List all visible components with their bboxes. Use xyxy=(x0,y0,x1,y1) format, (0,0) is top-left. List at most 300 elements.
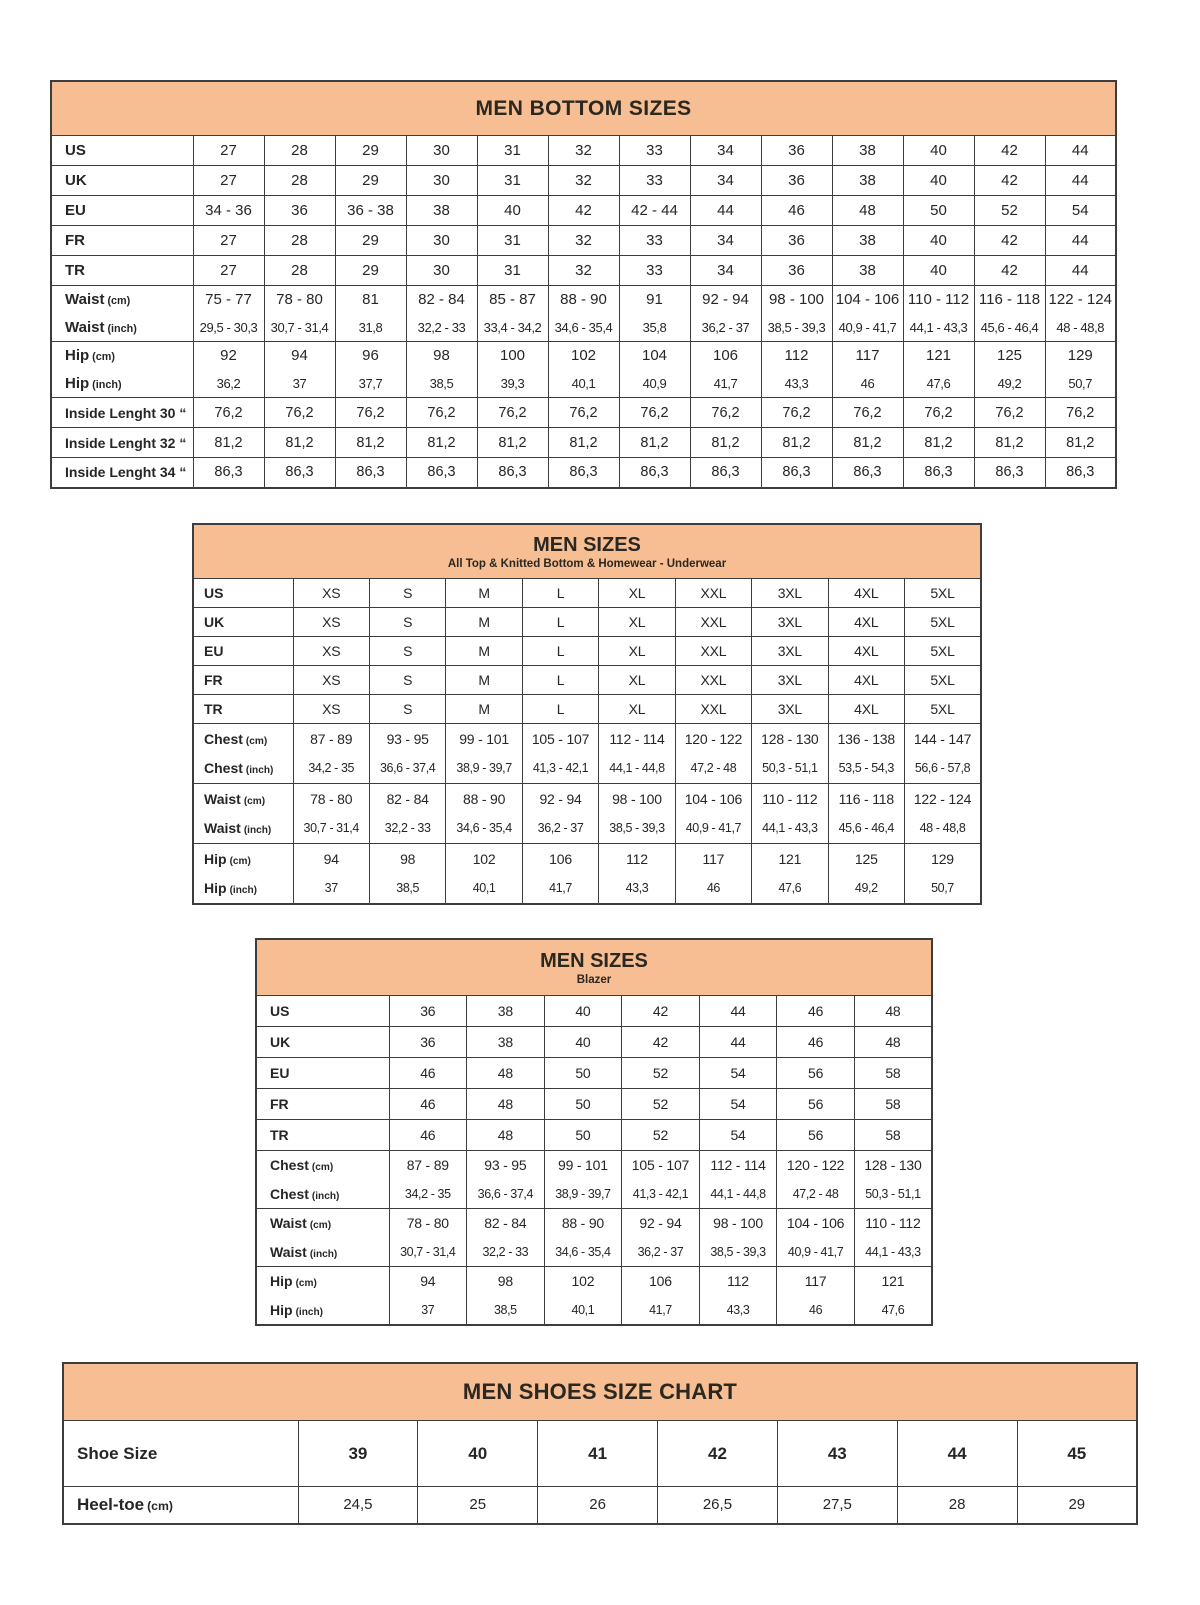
cell-value: 30 xyxy=(406,136,477,166)
cell-value: 87 - 89 xyxy=(293,724,369,754)
cell-value: 44 xyxy=(690,196,761,226)
cell-value: 53,5 - 54,3 xyxy=(828,754,904,784)
men-blazer-sizes-table xyxy=(255,938,933,1326)
cell-value: 121 xyxy=(752,844,828,874)
cell-value: 76,2 xyxy=(690,398,761,428)
row-label-text: FR xyxy=(270,1096,289,1112)
cell-value: 94 xyxy=(293,844,369,874)
row-label-text: UK xyxy=(204,614,225,630)
cell-value: 81,2 xyxy=(832,428,903,458)
cell-value: 5XL xyxy=(905,608,982,637)
cell-value: 38 xyxy=(832,166,903,196)
cell-value: 40,9 - 41,7 xyxy=(777,1238,855,1267)
row-unit-text: (inch) xyxy=(295,1306,323,1318)
cell-value: 34,6 - 35,4 xyxy=(544,1238,622,1267)
table-row xyxy=(193,666,981,695)
cell-value: 4XL xyxy=(828,666,904,695)
cell-value: 50,7 xyxy=(1045,370,1116,398)
cell-value: 48 xyxy=(467,1058,545,1089)
row-label-text: FR xyxy=(204,672,223,688)
cell-value: 36 - 38 xyxy=(335,196,406,226)
row-unit-text: (cm) xyxy=(92,351,115,364)
cell-value: 104 - 106 xyxy=(675,784,751,814)
cell-value: 50,3 - 51,1 xyxy=(854,1180,932,1209)
cell-value: 25 xyxy=(418,1487,538,1524)
cell-value: 27 xyxy=(193,226,264,256)
cell-value: 136 - 138 xyxy=(828,724,904,754)
cell-value: 41,7 xyxy=(622,1296,700,1325)
cell-value: 81,2 xyxy=(335,428,406,458)
table-row xyxy=(193,874,981,904)
row-label-text: Inside Lenght 30 “ xyxy=(65,404,187,421)
cell-value: 54 xyxy=(699,1089,777,1120)
row-label xyxy=(193,874,293,904)
cell-value: 82 - 84 xyxy=(369,784,445,814)
cell-value: 81,2 xyxy=(406,428,477,458)
cell-value: 31 xyxy=(477,166,548,196)
row-label-text: Waist xyxy=(65,291,105,309)
cell-value: 36 xyxy=(761,136,832,166)
cell-value: 93 - 95 xyxy=(467,1151,545,1180)
table-subtitle: Blazer xyxy=(576,973,612,986)
cell-value: 45 xyxy=(1017,1421,1137,1487)
row-unit-text: (cm) xyxy=(229,855,251,867)
cell-value: 48 xyxy=(854,1027,932,1058)
cell-value: 76,2 xyxy=(832,398,903,428)
cell-value: 76,2 xyxy=(1045,398,1116,428)
cell-value: 40,9 - 41,7 xyxy=(675,814,751,844)
row-label xyxy=(256,1027,389,1058)
cell-value: 86,3 xyxy=(264,458,335,488)
cell-value: 42 xyxy=(622,1027,700,1058)
row-label xyxy=(63,1487,298,1524)
cell-value: 76,2 xyxy=(335,398,406,428)
cell-value: 30 xyxy=(406,226,477,256)
cell-value: 40,1 xyxy=(544,1296,622,1325)
cell-value: 52 xyxy=(622,1120,700,1151)
cell-value: L xyxy=(522,637,598,666)
cell-value: 86,3 xyxy=(903,458,974,488)
cell-value: XL xyxy=(599,608,675,637)
cell-value: M xyxy=(446,666,522,695)
cell-value: 38,5 - 39,3 xyxy=(599,814,675,844)
cell-value: 48 - 48,8 xyxy=(1045,314,1116,342)
cell-value: 3XL xyxy=(752,579,828,608)
cell-value: 38,5 - 39,3 xyxy=(699,1238,777,1267)
cell-value: 29,5 - 30,3 xyxy=(193,314,264,342)
cell-value: 81,2 xyxy=(193,428,264,458)
cell-value: 36 xyxy=(264,196,335,226)
row-label xyxy=(256,1267,389,1296)
cell-value: 128 - 130 xyxy=(854,1151,932,1180)
cell-value: 39,3 xyxy=(477,370,548,398)
row-label xyxy=(51,314,193,342)
cell-value: 76,2 xyxy=(193,398,264,428)
row-unit-text: (cm) xyxy=(147,1498,173,1513)
row-label-text: US xyxy=(204,585,224,601)
cell-value: 32 xyxy=(548,166,619,196)
row-label xyxy=(51,342,193,370)
cell-value: 81,2 xyxy=(761,428,832,458)
cell-value: 31,8 xyxy=(335,314,406,342)
cell-value: 88 - 90 xyxy=(446,784,522,814)
cell-value: 117 xyxy=(777,1267,855,1296)
cell-value: 76,2 xyxy=(619,398,690,428)
cell-value: 40 xyxy=(418,1421,538,1487)
cell-value: 38 xyxy=(832,226,903,256)
cell-value: 56 xyxy=(777,1058,855,1089)
row-label-text: UK xyxy=(65,172,87,189)
cell-value: 49,2 xyxy=(974,370,1045,398)
row-label xyxy=(256,996,389,1027)
cell-value: 34,6 - 35,4 xyxy=(446,814,522,844)
cell-value: 42 xyxy=(974,226,1045,256)
cell-value: XL xyxy=(599,666,675,695)
table-row xyxy=(193,784,981,814)
cell-value: 3XL xyxy=(752,637,828,666)
table-row xyxy=(193,579,981,608)
cell-value: 34 xyxy=(690,136,761,166)
cell-value: 86,3 xyxy=(974,458,1045,488)
cell-value: 38 xyxy=(467,1027,545,1058)
cell-value: L xyxy=(522,666,598,695)
cell-value: L xyxy=(522,579,598,608)
cell-value: 38 xyxy=(832,136,903,166)
row-label xyxy=(51,166,193,196)
cell-value: 81,2 xyxy=(1045,428,1116,458)
row-unit-text: (cm) xyxy=(309,1220,332,1232)
cell-value: 42 xyxy=(974,166,1045,196)
cell-value: 35,8 xyxy=(619,314,690,342)
cell-value: XL xyxy=(599,579,675,608)
cell-value: 129 xyxy=(1045,342,1116,370)
row-label-text: EU xyxy=(270,1065,290,1081)
row-label xyxy=(51,458,193,488)
row-unit-text: (inch) xyxy=(311,1190,340,1202)
row-label xyxy=(256,1151,389,1180)
cell-value: 4XL xyxy=(828,579,904,608)
cell-value: 32,2 - 33 xyxy=(406,314,477,342)
cell-value: 81,2 xyxy=(690,428,761,458)
cell-value: S xyxy=(369,637,445,666)
cell-value: 38,5 - 39,3 xyxy=(761,314,832,342)
men-shoes-size-table xyxy=(62,1362,1138,1525)
cell-value: 76,2 xyxy=(548,398,619,428)
table-row xyxy=(193,695,981,724)
cell-value: 40,9 - 41,7 xyxy=(832,314,903,342)
table-row xyxy=(256,1120,932,1151)
table-row xyxy=(256,1296,932,1325)
men-bottom-sizes-table xyxy=(50,80,1117,489)
row-label xyxy=(256,1238,389,1267)
cell-value: 38 xyxy=(467,996,545,1027)
cell-value: 30,7 - 31,4 xyxy=(293,814,369,844)
cell-value: 46 xyxy=(777,1027,855,1058)
cell-value: 47,6 xyxy=(752,874,828,904)
table-row xyxy=(193,724,981,754)
cell-value: XXL xyxy=(675,695,751,724)
cell-value: XS xyxy=(293,637,369,666)
cell-value: S xyxy=(369,579,445,608)
cell-value: 81,2 xyxy=(619,428,690,458)
row-label xyxy=(256,1120,389,1151)
cell-value: 33 xyxy=(619,226,690,256)
cell-value: 40,1 xyxy=(548,370,619,398)
row-label xyxy=(51,398,193,428)
cell-value: 81,2 xyxy=(264,428,335,458)
cell-value: XL xyxy=(599,695,675,724)
cell-value: 24,5 xyxy=(298,1487,418,1524)
cell-value: 31 xyxy=(477,226,548,256)
table-row xyxy=(193,608,981,637)
cell-value: 34,2 - 35 xyxy=(389,1180,467,1209)
row-label xyxy=(193,814,293,844)
table-row xyxy=(256,1089,932,1120)
row-label-text: TR xyxy=(270,1127,289,1143)
cell-value: 41 xyxy=(538,1421,658,1487)
cell-value: 98 xyxy=(406,342,477,370)
cell-value: 34 xyxy=(690,226,761,256)
cell-value: 58 xyxy=(854,1058,932,1089)
table-row xyxy=(51,226,1116,256)
table-header-row xyxy=(256,939,932,996)
row-label xyxy=(193,754,293,784)
row-label-text: TR xyxy=(204,701,223,717)
cell-value: XXL xyxy=(675,666,751,695)
table-row xyxy=(256,1180,932,1209)
cell-value: 41,3 - 42,1 xyxy=(522,754,598,784)
cell-value: 29 xyxy=(335,166,406,196)
row-label-text: EU xyxy=(65,202,86,219)
cell-value: 36,2 - 37 xyxy=(622,1238,700,1267)
cell-value: 45,6 - 46,4 xyxy=(974,314,1045,342)
row-label-text: Heel-toe xyxy=(77,1494,145,1514)
cell-value: 44,1 - 43,3 xyxy=(752,814,828,844)
cell-value: 38,9 - 39,7 xyxy=(544,1180,622,1209)
cell-value: 40 xyxy=(903,226,974,256)
cell-value: 86,3 xyxy=(193,458,264,488)
table-row xyxy=(51,458,1116,488)
table-row xyxy=(51,314,1116,342)
cell-value: 105 - 107 xyxy=(522,724,598,754)
cell-value: 44 xyxy=(1045,166,1116,196)
table-row xyxy=(256,1209,932,1238)
cell-value: 3XL xyxy=(752,608,828,637)
row-label-text: Hip xyxy=(204,880,227,896)
cell-value: 36 xyxy=(761,256,832,286)
cell-value: 31 xyxy=(477,136,548,166)
table-header-row xyxy=(51,81,1116,136)
row-unit-text: (inch) xyxy=(243,825,272,837)
cell-value: 36 xyxy=(761,166,832,196)
cell-value: 47,6 xyxy=(903,370,974,398)
cell-value: 27,5 xyxy=(777,1487,897,1524)
row-label-text: FR xyxy=(65,232,85,249)
row-label xyxy=(51,370,193,398)
cell-value: 54 xyxy=(1045,196,1116,226)
row-label xyxy=(51,136,193,166)
table-title: MEN SIZES xyxy=(540,949,648,972)
table-header xyxy=(256,939,932,996)
cell-value: 86,3 xyxy=(335,458,406,488)
table-row xyxy=(51,428,1116,458)
row-label-text: Waist xyxy=(270,1215,307,1232)
cell-value: 36,6 - 37,4 xyxy=(467,1180,545,1209)
cell-value: 98 - 100 xyxy=(599,784,675,814)
row-unit-text: (inch) xyxy=(309,1248,338,1260)
cell-value: 117 xyxy=(675,844,751,874)
cell-value: 43,3 xyxy=(599,874,675,904)
row-label xyxy=(193,666,293,695)
cell-value: 144 - 147 xyxy=(905,724,982,754)
cell-value: 87 - 89 xyxy=(389,1151,467,1180)
row-label xyxy=(256,1058,389,1089)
cell-value: 41,7 xyxy=(522,874,598,904)
cell-value: 37 xyxy=(293,874,369,904)
cell-value: 104 - 106 xyxy=(832,286,903,314)
row-unit-text: (inch) xyxy=(107,322,137,335)
men-sizes-tops-grid xyxy=(192,523,982,905)
row-label-text: EU xyxy=(204,643,224,659)
table-row xyxy=(51,256,1116,286)
cell-value: 44 xyxy=(897,1421,1017,1487)
cell-value: XXL xyxy=(675,579,751,608)
cell-value: 46 xyxy=(832,370,903,398)
cell-value: 28 xyxy=(897,1487,1017,1524)
cell-value: 58 xyxy=(854,1120,932,1151)
cell-value: 122 - 124 xyxy=(905,784,982,814)
cell-value: 96 xyxy=(335,342,406,370)
cell-value: 38 xyxy=(832,256,903,286)
cell-value: 86,3 xyxy=(1045,458,1116,488)
cell-value: XS xyxy=(293,666,369,695)
cell-value: 92 - 94 xyxy=(690,286,761,314)
cell-value: 98 - 100 xyxy=(699,1209,777,1238)
row-label xyxy=(193,579,293,608)
cell-value: 42 xyxy=(658,1421,778,1487)
cell-value: 30 xyxy=(406,256,477,286)
cell-value: 30,7 - 31,4 xyxy=(389,1238,467,1267)
cell-value: 122 - 124 xyxy=(1045,286,1116,314)
row-unit-text: (cm) xyxy=(243,795,266,807)
row-label-text: Hip xyxy=(270,1273,293,1290)
cell-value: 94 xyxy=(389,1267,467,1296)
row-label xyxy=(51,286,193,314)
cell-value: 40,9 xyxy=(619,370,690,398)
row-label-text: Waist xyxy=(270,1243,307,1260)
row-unit-text: (cm) xyxy=(295,1278,317,1290)
cell-value: 28 xyxy=(264,226,335,256)
cell-value: 46 xyxy=(389,1089,467,1120)
cell-value: 28 xyxy=(264,136,335,166)
row-label-text: Hip xyxy=(204,850,227,867)
cell-value: 31 xyxy=(477,256,548,286)
cell-value: 121 xyxy=(903,342,974,370)
cell-value: 28 xyxy=(264,166,335,196)
row-unit-text: (inch) xyxy=(229,885,257,896)
row-label xyxy=(193,784,293,814)
cell-value: 120 - 122 xyxy=(777,1151,855,1180)
cell-value: 81 xyxy=(335,286,406,314)
cell-value: 99 - 101 xyxy=(446,724,522,754)
cell-value: 112 - 114 xyxy=(599,724,675,754)
cell-value: 26 xyxy=(538,1487,658,1524)
cell-value: 81,2 xyxy=(548,428,619,458)
cell-value: 48 xyxy=(467,1120,545,1151)
cell-value: 104 xyxy=(619,342,690,370)
cell-value: 78 - 80 xyxy=(389,1209,467,1238)
cell-value: 4XL xyxy=(828,608,904,637)
row-label-text: Chest xyxy=(204,760,243,777)
cell-value: 47,6 xyxy=(854,1296,932,1325)
row-label xyxy=(256,1089,389,1120)
cell-value: 40 xyxy=(477,196,548,226)
row-label xyxy=(256,1180,389,1209)
table-row xyxy=(193,754,981,784)
cell-value: 100 xyxy=(477,342,548,370)
row-label-text: Waist xyxy=(65,318,105,336)
row-label-text: Chest xyxy=(204,730,243,747)
cell-value: 110 - 112 xyxy=(752,784,828,814)
cell-value: 50 xyxy=(544,1120,622,1151)
row-label-text: Chest xyxy=(270,1185,309,1202)
cell-value: 49,2 xyxy=(828,874,904,904)
cell-value: 54 xyxy=(699,1120,777,1151)
cell-value: 34 xyxy=(690,256,761,286)
cell-value: 44 xyxy=(1045,256,1116,286)
men-bottom-sizes-grid xyxy=(50,80,1117,489)
cell-value: 86,3 xyxy=(832,458,903,488)
cell-value: 86,3 xyxy=(619,458,690,488)
cell-value: 44 xyxy=(699,996,777,1027)
cell-value: 76,2 xyxy=(761,398,832,428)
cell-value: 33 xyxy=(619,136,690,166)
cell-value: 112 xyxy=(599,844,675,874)
cell-value: 98 - 100 xyxy=(761,286,832,314)
cell-value: 42 - 44 xyxy=(619,196,690,226)
cell-value: 5XL xyxy=(905,579,982,608)
table-row xyxy=(193,814,981,844)
cell-value: 36 xyxy=(761,226,832,256)
cell-value: 38 xyxy=(406,196,477,226)
cell-value: 42 xyxy=(548,196,619,226)
table-header xyxy=(51,81,1116,136)
cell-value: M xyxy=(446,637,522,666)
cell-value: 42 xyxy=(974,256,1045,286)
cell-value: 38,5 xyxy=(467,1296,545,1325)
cell-value: S xyxy=(369,608,445,637)
cell-value: 76,2 xyxy=(903,398,974,428)
row-label-text: TR xyxy=(65,262,85,279)
cell-value: 34,6 - 35,4 xyxy=(548,314,619,342)
cell-value: 27 xyxy=(193,166,264,196)
table-row xyxy=(51,342,1116,370)
cell-value: 76,2 xyxy=(477,398,548,428)
cell-value: 37,7 xyxy=(335,370,406,398)
cell-value: 36,2 - 37 xyxy=(690,314,761,342)
cell-value: 44,1 - 43,3 xyxy=(854,1238,932,1267)
cell-value: 81,2 xyxy=(477,428,548,458)
table-title: MEN SHOES SIZE CHART xyxy=(462,1379,738,1404)
cell-value: 41,7 xyxy=(690,370,761,398)
row-label xyxy=(256,1296,389,1325)
cell-value: 76,2 xyxy=(974,398,1045,428)
cell-value: 81,2 xyxy=(974,428,1045,458)
cell-value: 76,2 xyxy=(264,398,335,428)
cell-value: 33,4 - 34,2 xyxy=(477,314,548,342)
cell-value: 50,7 xyxy=(905,874,982,904)
cell-value: XS xyxy=(293,579,369,608)
